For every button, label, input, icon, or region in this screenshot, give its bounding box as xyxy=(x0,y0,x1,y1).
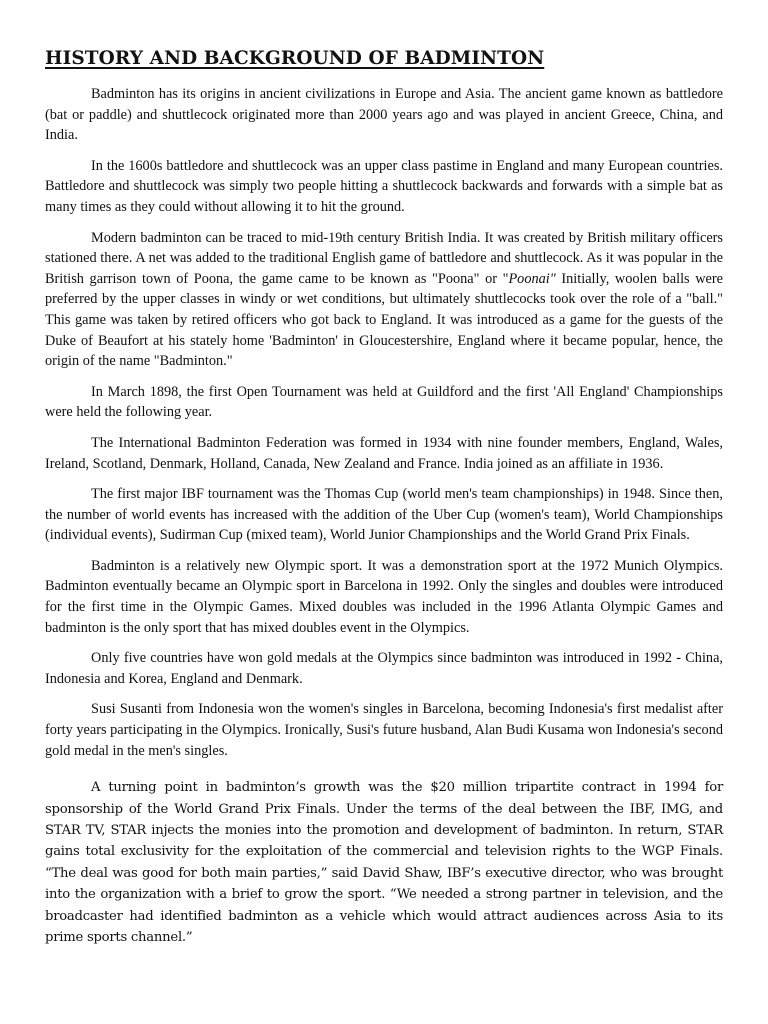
paragraph-olympic-sport: Badminton is a relatively new Olympic sport. It was a demonstration sport at the 1972 Munich Olympics. Badminton eventually became an Olympic sport in Barcelona in 1992. Only the singles and doubles were introduced for the first time in the Olympic Games. Mixed doubles was included in the 1996 Atlanta Olympic Games and badminton is the only sport that has mixed doubles event in the Olympics. xyxy=(45,557,723,636)
document-page xyxy=(45,46,723,958)
paragraph-1898: In March 1898, the first Open Tournament was held at Guildford and the first 'All England' Championships were held the following year. xyxy=(45,383,723,421)
paragraph-text: Modern badminton can be traced to mid-19th century British India. It was created by British military officers stationed there. A net was added to the traditional English game of battledore and shuttlecock. As it was popular in the British garrison town of Poona, the game came to be known as "Poona" or " xyxy=(45,229,723,287)
paragraph-susi-susanti: Susi Susanti from Indonesia won the women's singles in Barcelona, becoming Indonesia's first medalist after forty years participating in the Olympics. Ironically, Susi's future husband, Alan Budi Kusama won Indonesia's second gold medal in the men's singles. xyxy=(45,701,723,759)
paragraph-modern-badminton xyxy=(45,228,723,372)
paragraph-turning-point: A turning point in badminton’s growth was the $20 million tripartite contract in 1994 for sponsorship of the World Grand Prix Finals. Under the terms of the deal between the IBF, IMG, and STAR TV, STAR injects the monies into the promotion and development of badminton. In return, STAR gains total exclusivity for the exploitation of the commercial and television rights to the WGP Finals. “The deal was good for both main parties,” said David Shaw, IBF’s executive director, who was brought into the organization with a brief to grow the sport. “We needed a strong partner in television, and the broadcaster had identified badminton as a vehicle which would attract audiences across Asia to its prime sports channel.” xyxy=(45,780,723,946)
paragraph-gold-medals: Only five countries have won gold medals at the Olympics since badminton was introduced in 1992 - China, Indonesia and Korea, England and Denmark. xyxy=(45,650,723,687)
paragraph-1600s: In the 1600s battledore and shuttlecock was an upper class pastime in England and many European countries. Battledore and shuttlecock was simply two people hitting a shuttlecock backwards and forwards with a simple bat as many times as they could without allowing it to hit the ground. xyxy=(45,157,723,215)
paragraph-thomas-cup: The first major IBF tournament was the Thomas Cup (world men's team championships) in 1948. Since then, the number of world events has increased with the addition of the Uber Cup (women's team), World Championships (individual events), Sudirman Cup (mixed team), World Junior Championships and the World Grand Prix Finals. xyxy=(45,486,723,544)
paragraph-text: Initially, woolen balls were preferred by the upper classes in windy or wet conditions, but ultimately shuttlecocks took over the role of a "ball." This game was taken by retired officers who got back to England. It was introduced as a game for the guests of the Duke of Beaufort at his stately home 'Badminton' in Gloucestershire, England where it became popular, hence, the origin of the name "Badminton." xyxy=(45,270,723,370)
paragraph-origins: Badminton has its origins in ancient civilizations in Europe and Asia. The ancient game known as battledore (bat or paddle) and shuttlecock originated more than 2000 years ago and was played in ancient Greece, China, and India. xyxy=(45,86,723,144)
page-title: HISTORY AND BACKGROUND OF BADMINTON xyxy=(45,48,545,69)
paragraph-ibf-formation: The International Badminton Federation was formed in 1934 with nine founder members, England, Wales, Ireland, Scotland, Denmark, Holland, Canada, New Zealand and France. India joined as an affiliate in 1936. xyxy=(45,434,723,472)
italic-term-poonai: Poonai" xyxy=(508,270,556,287)
